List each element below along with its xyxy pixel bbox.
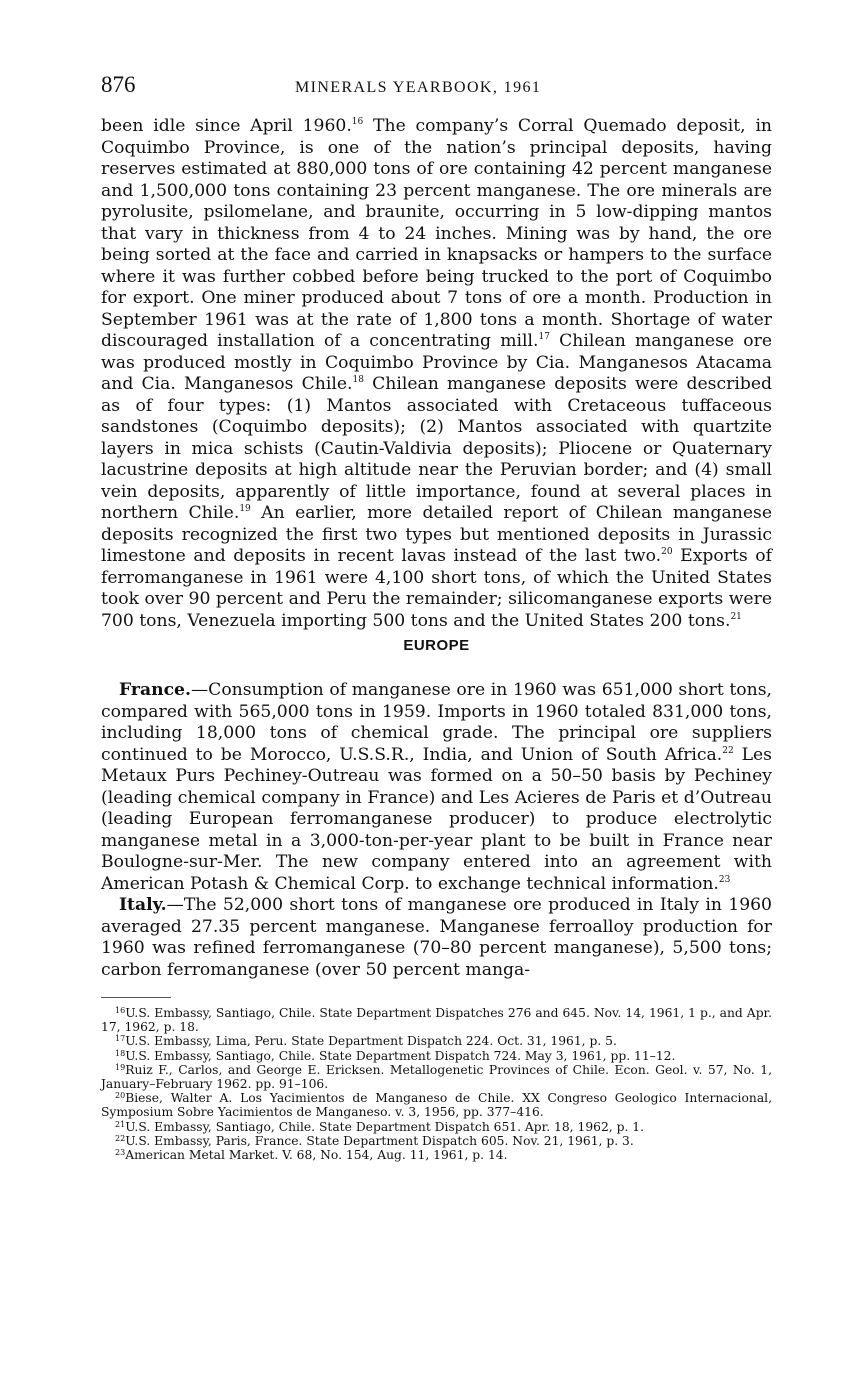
paragraph-italy: Italy.—The 52,000 short tons of manganese ore produced in Italy in 1960 averaged 27.35 percent manganese. Manganese ferroalloy production for 1960 was refined ferromanganese (70–80 percent manganese), 5,500 tons; carbon ferromanganese (over 50 percent manga- bbox=[101, 895, 772, 980]
footnote-ref: 17 bbox=[538, 332, 550, 342]
footnote: $^{21}$U.S. Embassy, Santiago, Chile. State Department Dispatch 651. Apr. 18, 1962, p. 1. bbox=[115, 1119, 645, 1134]
footnote: $^{17}$U.S. Embassy, Lima, Peru. State Department Dispatch 224. Oct. 31, 1961, p. 5. bbox=[115, 1034, 617, 1049]
page-header bbox=[101, 72, 772, 102]
paragraph-france: France.—Consumption of manganese ore in 1960 was 651,000 short tons, compared with 565,000 tons in 1959. Imports in 1960 totaled 831,000 tons, including 18,000 tons of chemical grade. The principal ore suppliers continued to be Morocco, U.S.S.R., India, and Union of South Africa.$^{22}$ Les Metaux Purs Pechiney-Outreau was formed on a 50–50 basis by Pechiney (leading chemical company in France) and Les Acieres de Paris et d’Outreau (leading European ferromanganese producer) to produce electrolytic manganese metal in a 3,000-ton-per-year plant to be built in France near Boulogne-sur-Mer. The new company entered into an agreement with American Potash & Chemical Corp. to exchange technical information.$^{23}$ bbox=[101, 680, 772, 894]
footnote: $^{19}$Ruiz F., Carlos, and George E. Ericksen. Metallogenetic Provinces of Chile. Econ. Geol. v. 57, No. 1, January–February 1962. pp. 91–106. bbox=[101, 1062, 772, 1092]
section-heading: EUROPE bbox=[403, 637, 470, 654]
page-number: 876 bbox=[101, 72, 136, 97]
running-title: MINERALS YEARBOOK, 1961 bbox=[295, 79, 542, 96]
run-in-heading: Italy. bbox=[119, 895, 167, 915]
footnote: $^{16}$U.S. Embassy, Santiago, Chile. State Department Dispatches 276 and 645. Nov. 14, 1961, 1 p., and Apr. 17, 1962, p. 18. bbox=[101, 1006, 772, 1035]
footnote-ref: 23 bbox=[718, 874, 731, 885]
footnote: $^{23}$American Metal Market. V. 68, No. 154, Aug. 11, 1961, p. 14. bbox=[115, 1148, 508, 1163]
footnote: $^{18}$U.S. Embassy, Santiago, Chile. State Department Dispatch 724. May 3, 1961, pp. 11–12. bbox=[115, 1048, 676, 1063]
run-in-heading: France. bbox=[119, 680, 191, 700]
footnote-ref: 22 bbox=[722, 745, 734, 756]
main-text bbox=[101, 116, 772, 981]
footnote-ref: 18 bbox=[352, 375, 364, 385]
footnote-ref: 19 bbox=[239, 504, 251, 514]
footnote-ref: 20 bbox=[661, 547, 673, 557]
footnote-ref: 16 bbox=[351, 117, 364, 127]
footnote-divider bbox=[101, 997, 171, 998]
footnote: $^{20}$Biese, Walter A. Los Yacimientos de Manganeso de Chile. XX Congreso Geologico Internacional, Symposium Sobre Yacimientos de Manganeso. v. 3, 1956, pp. 377–416. bbox=[101, 1091, 772, 1120]
paragraph-chile: been idle since April 1960.16 The company’s Corral Quemado deposit, in Coquimbo Province, is one of the nation’s principal deposits, having reserves estimated at 880,000 tons of ore containing 42 percent manganese and 1,500,000 tons containing 23 percent manganese. The ore minerals are pyrolusite, psilomelane, and braunite, occurring in 5 low-dipping mantos that vary in thickness from 4 to 24 inches. Mining was by hand, the ore being sorted at the face and carried in knapsacks or hampers to the surface where it was further cobbed before being trucked to the port of Coquimbo for export. One miner produced about 7 tons of ore a month. Production in September 1961 was at the rate of 1,800 tons a month. Shortage of water discouraged installation of a concentrating mill.$^{17}$ Chilean manganese ore was produced mostly in Coquimbo Province by Cia. Manganesos Atacama and Cia. Manganesos Chile.$^{18}$ Chilean manganese deposits were described as of four types: (1) Mantos associated with Cretaceous tuffaceous sandstones (Coquimbo deposits); (2) Mantos associated with quartzite layers in mica schists (Cautin-Valdivia deposits); Pliocene or Quaternary lacustrine deposits at high altitude near the Peruvian border; and (4) small vein deposits, apparently of little importance, found at several places in northern Chile.$^{19}$ An earlier, more detailed report of Chilean manganese deposits recognized the first two types but mentioned deposits in Jurassic limestone and deposits in recent lavas instead of the last two.$^{20}$ Exports of ferromanganese in 1961 were 4,100 short tons, of which the United States took over 90 percent and Peru the remainder; silicomanganese exports were 700 tons, Venezuela importing 500 tons and the United States 200 tons.$^{21}$ bbox=[101, 116, 773, 631]
footnote: $^{22}$U.S. Embassy, Paris, France. State Department Dispatch 605. Nov. 21, 1961, p. 3. bbox=[115, 1133, 634, 1148]
footnote-ref: 21 bbox=[730, 611, 742, 622]
page bbox=[101, 72, 772, 1162]
footnotes bbox=[101, 1006, 772, 1162]
